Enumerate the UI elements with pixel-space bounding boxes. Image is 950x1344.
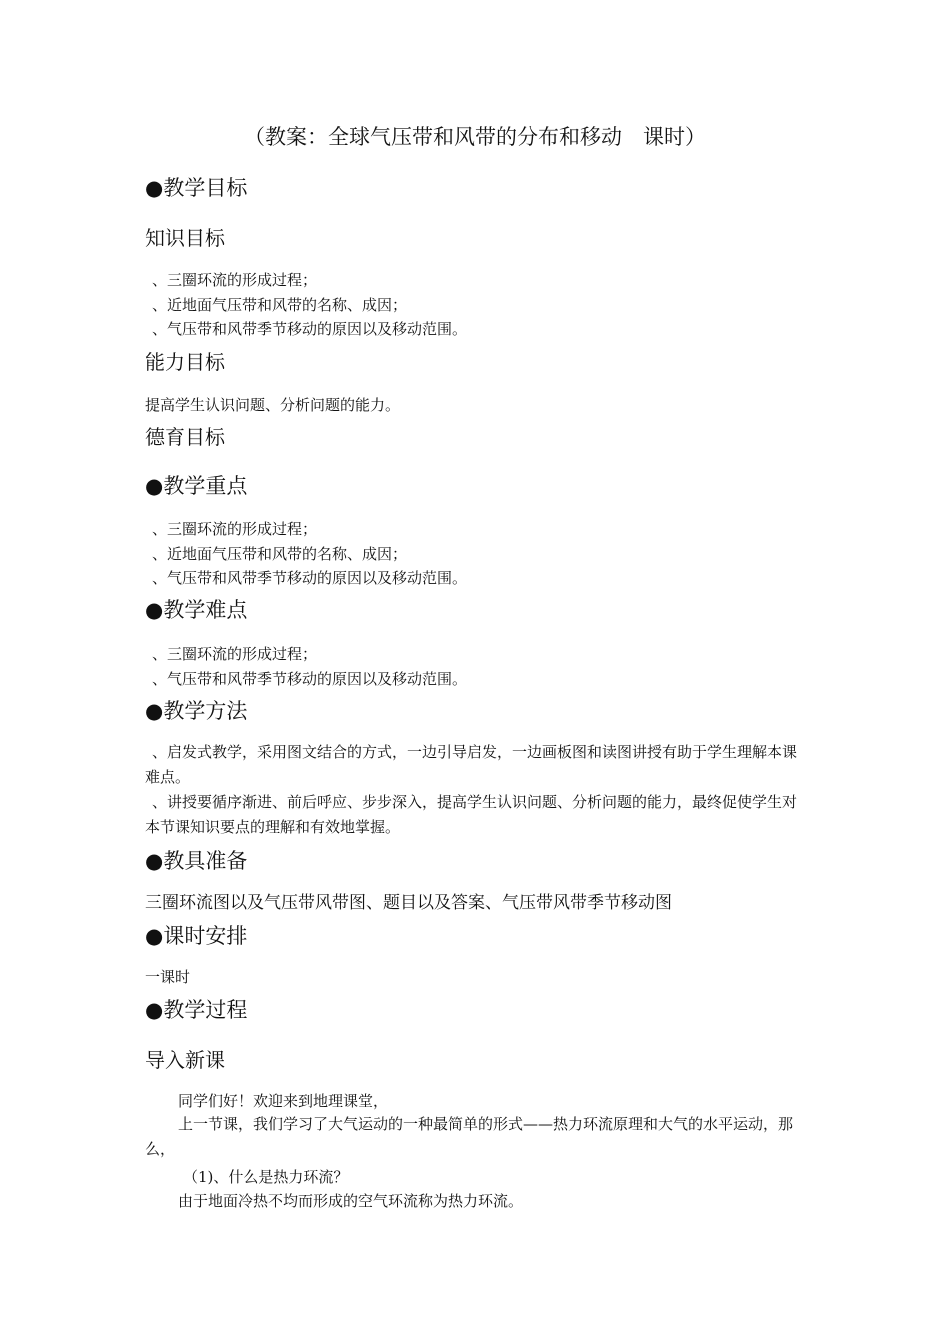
heading-teaching-goals: ●教学目标 <box>145 176 248 200</box>
heading-moral-goals: 德育目标 <box>145 425 225 449</box>
intro-question: （1)、什么是热力环流？ <box>183 1168 349 1186</box>
intro-answer: 由于地面冷热不均而形成的空气环流称为热力环流。 <box>178 1192 524 1210</box>
intro-line: 同学们好！欢迎来到地理课堂， <box>178 1092 389 1110</box>
method-paragraph: 、启发式教学，采用图文结合的方式，一边引导启发，一边画板图和读图讲授有助于学生理解本课难点。 <box>145 743 798 786</box>
heading-key-points: ●教学重点 <box>145 474 248 498</box>
list-item: 、近地面气压带和风带的名称、成因； <box>152 296 408 314</box>
method-paragraph: 、讲授要循序渐进、前后呼应、步步深入，提高学生认识问题、分析问题的能力，最终促使学生对本节课知识要点的理解和有效地掌握。 <box>145 793 798 836</box>
heading-ability-goals: 能力目标 <box>145 350 225 374</box>
heading-schedule: ●课时安排 <box>145 924 248 948</box>
heading-knowledge-goals: 知识目标 <box>145 226 225 250</box>
list-item: 、气压带和风带季节移动的原因以及移动范围。 <box>152 320 468 338</box>
heading-intro: 导入新课 <box>145 1048 225 1072</box>
document-title: （教案：全球气压带和风带的分布和移动 课时） <box>244 125 706 149</box>
ability-text: 提高学生认识问题、分析问题的能力。 <box>145 396 401 414</box>
heading-difficult-points: ●教学难点 <box>145 598 248 622</box>
tools-text: 三圈环流图以及气压带风带图、题目以及答案、气压带风带季节移动图 <box>145 893 672 913</box>
list-item: 、气压带和风带季节移动的原因以及移动范围。 <box>152 670 468 688</box>
list-item: 、气压带和风带季节移动的原因以及移动范围。 <box>152 569 468 587</box>
list-item: 、三圈环流的形成过程； <box>152 271 318 289</box>
intro-paragraph: 上一节课，我们学习了大气运动的一种最简单的形式——热力环流原理和大气的水平运动，那么， <box>145 1115 794 1158</box>
list-item: 、三圈环流的形成过程； <box>152 645 318 663</box>
schedule-text: 一课时 <box>145 968 191 986</box>
list-item: 、近地面气压带和风带的名称、成因； <box>152 545 408 563</box>
list-item: 、三圈环流的形成过程； <box>152 520 318 538</box>
heading-teaching-tools: ●教具准备 <box>145 849 248 873</box>
heading-teaching-method: ●教学方法 <box>145 699 248 723</box>
heading-teaching-process: ●教学过程 <box>145 998 248 1022</box>
